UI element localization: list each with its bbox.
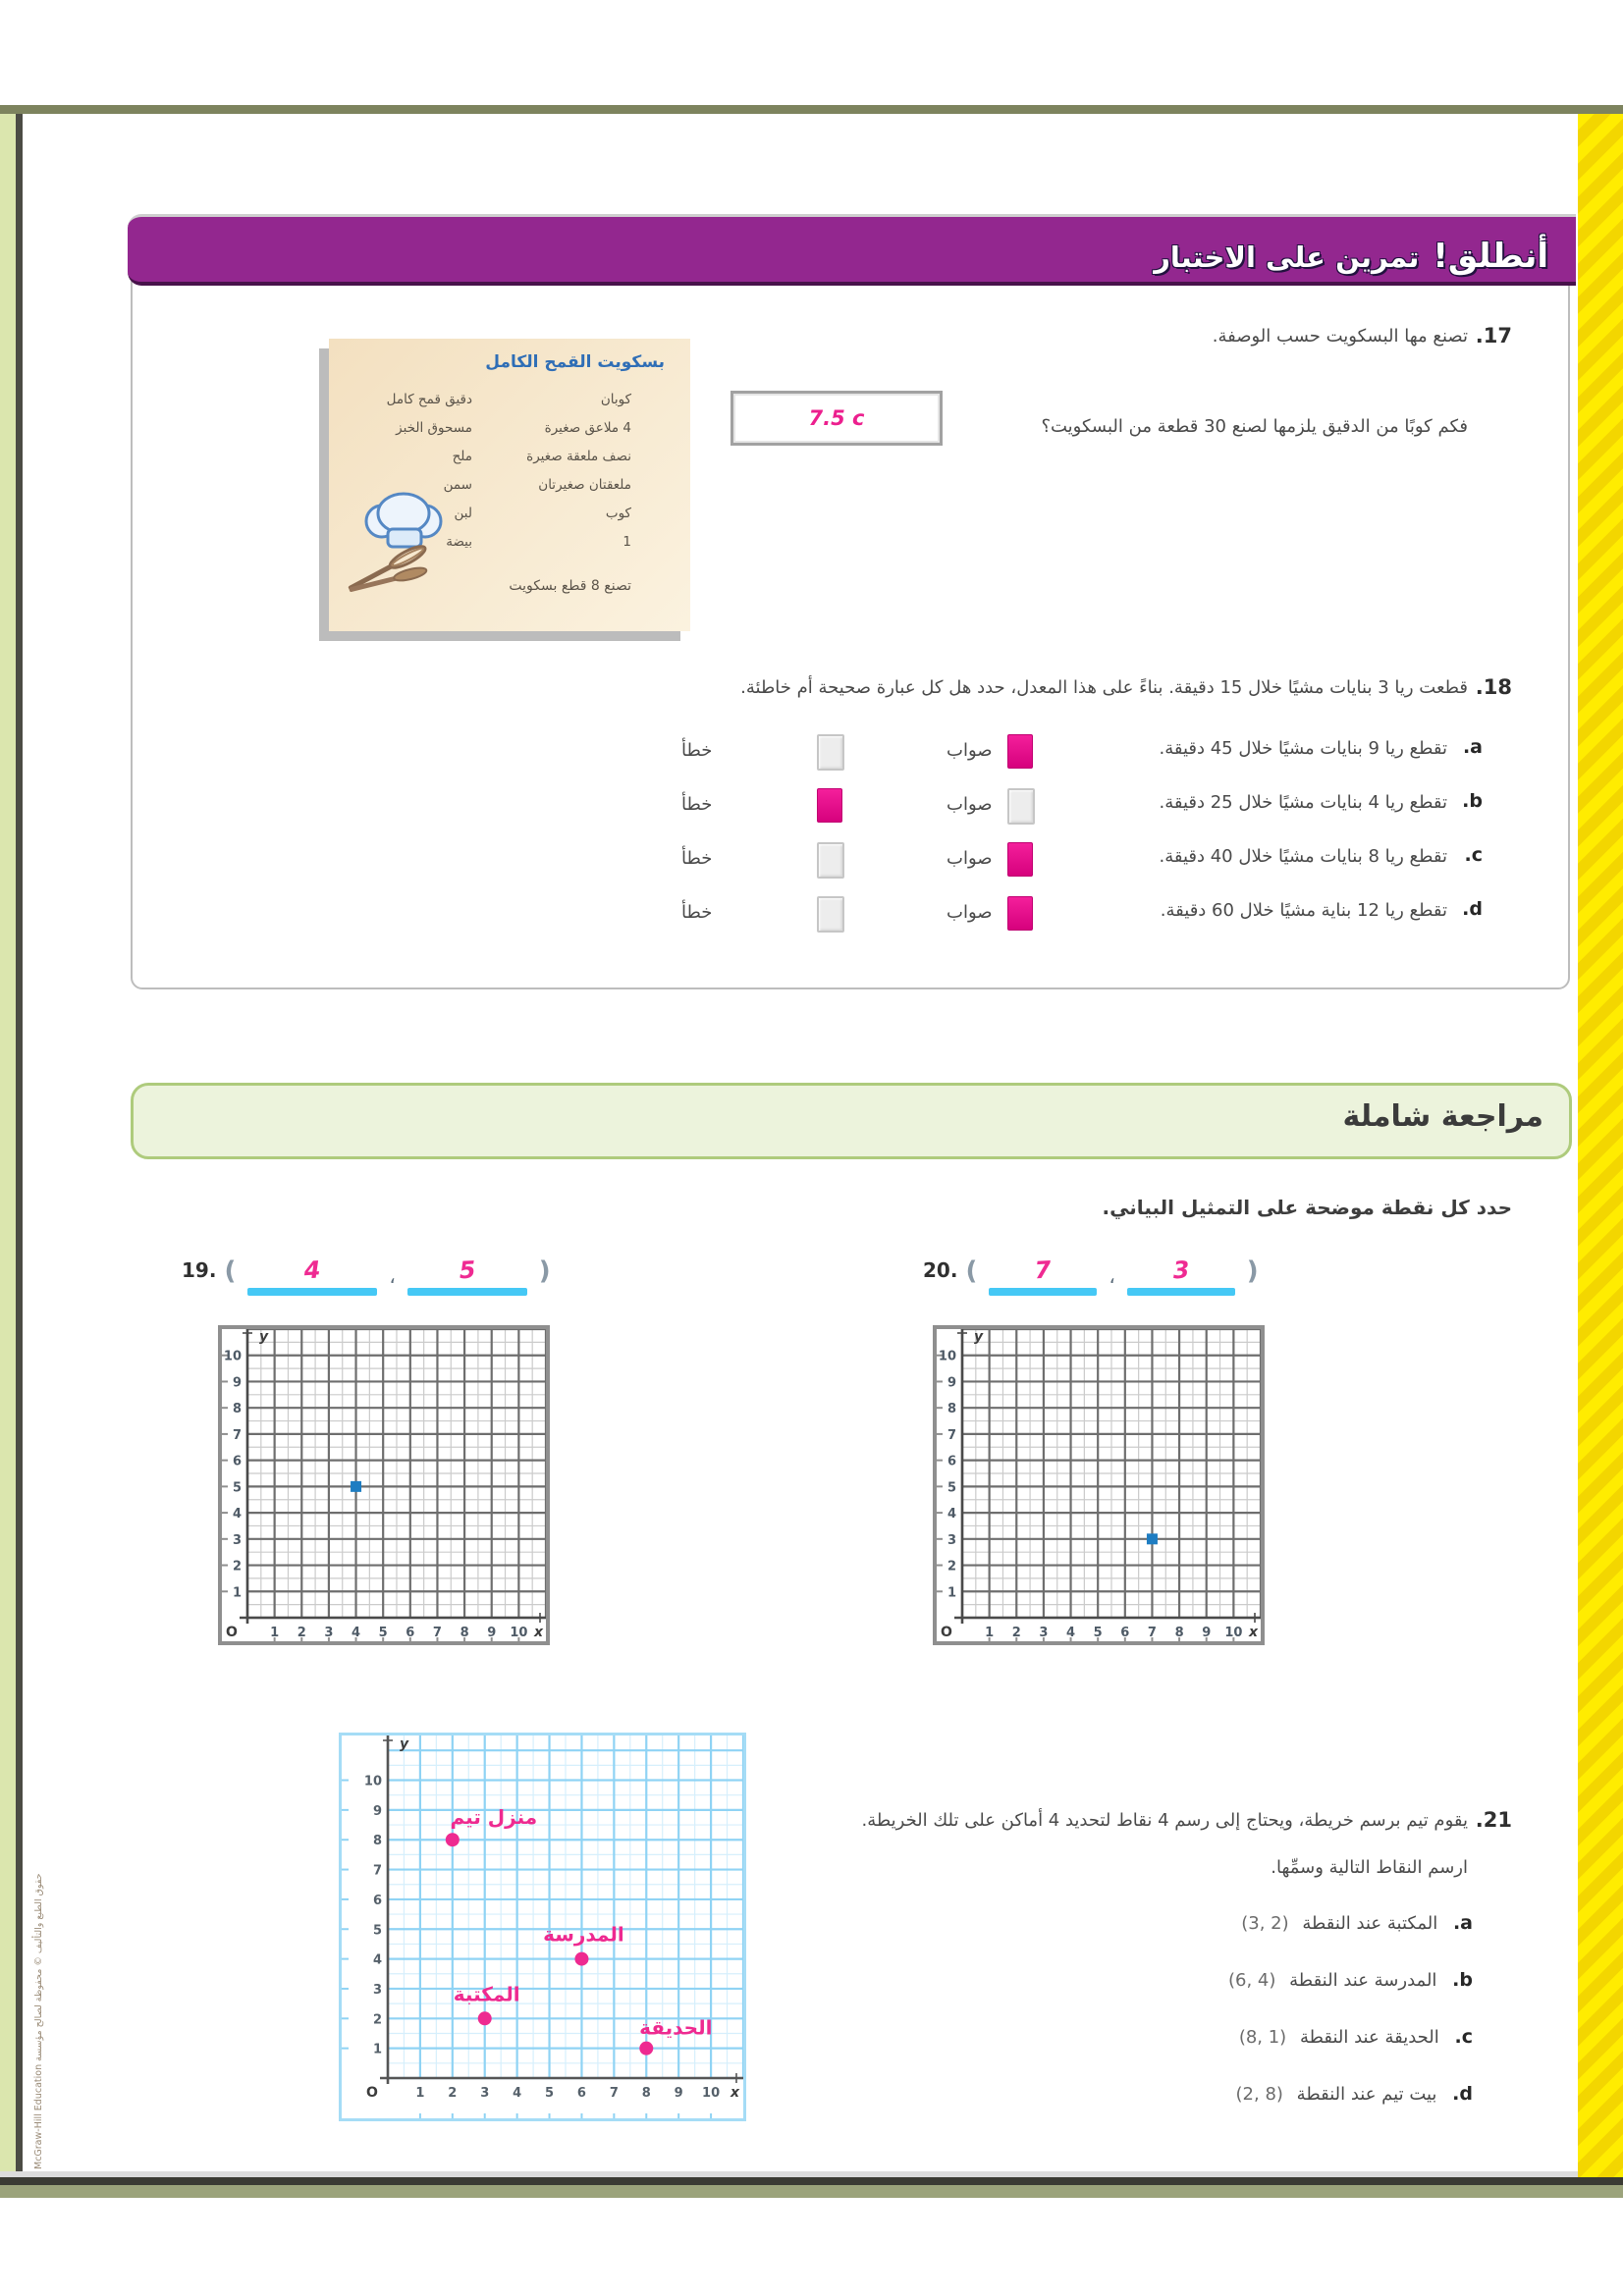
svg-text:9: 9 (372, 1803, 382, 1819)
open-paren: ( (224, 1256, 237, 1286)
true-checkbox[interactable] (1007, 896, 1033, 931)
false-label: خطأ (681, 740, 713, 761)
svg-text:5: 5 (372, 1923, 382, 1939)
true-label: صواب (947, 902, 993, 923)
svg-text:8: 8 (1174, 1626, 1184, 1640)
svg-text:O: O (941, 1625, 952, 1640)
answer-blank-line (247, 1288, 377, 1296)
svg-text:8: 8 (641, 2086, 651, 2101)
q18-option-c (668, 840, 1485, 885)
svg-text:3: 3 (1039, 1626, 1049, 1640)
test-practice-banner (128, 214, 1576, 286)
q20-y-blank[interactable] (1123, 1256, 1239, 1298)
q21-option-b (1228, 1969, 1473, 1991)
true-label: صواب (947, 740, 993, 761)
option-letter: a. (1462, 736, 1483, 758)
svg-text:9: 9 (232, 1375, 242, 1391)
false-checkbox[interactable] (817, 896, 844, 933)
banner-lead-text: أنطلق! (1433, 237, 1548, 276)
grid-19 (218, 1325, 550, 1645)
option-statement: تقطع ريا 9 بنايات مشيًا خلال 45 دقيقة. (1159, 738, 1447, 759)
false-label: خطأ (681, 848, 713, 869)
recipe-yield: تصنع 8 قطع بسكويت (509, 578, 631, 594)
answer-blank-line (407, 1288, 527, 1296)
q20-x-answer: 7 (1034, 1255, 1053, 1285)
option-statement: تقطع ريا 4 بنايات مشيًا خلال 25 دقيقة. (1159, 792, 1447, 813)
answer-blank-line (1127, 1288, 1235, 1296)
option-coords: (3, 2) (1241, 1913, 1289, 1934)
svg-text:منزل تيم: منزل تيم (450, 1805, 538, 1830)
recipe-card (329, 339, 690, 631)
true-label: صواب (947, 848, 993, 869)
q19-x-blank[interactable] (243, 1256, 381, 1298)
option-text: بيت تيم عند النقطة (1296, 2084, 1437, 2105)
svg-text:O: O (226, 1625, 238, 1640)
svg-text:3: 3 (324, 1626, 334, 1640)
banner-rest-text: تمرين على الاختبار (1154, 240, 1420, 274)
q18-option-b (668, 786, 1485, 831)
svg-text:10: 10 (1224, 1626, 1243, 1640)
close-paren: ) (538, 1256, 551, 1286)
svg-text:8: 8 (460, 1626, 469, 1640)
svg-text:2: 2 (297, 1626, 306, 1640)
left-green-strip (0, 114, 16, 2185)
q19-answer-line (182, 1256, 551, 1298)
option-coords: (8, 1) (1238, 2027, 1287, 2048)
svg-text:1: 1 (372, 2042, 382, 2057)
recipe-row (335, 386, 631, 414)
svg-text:7: 7 (609, 2086, 619, 2101)
recipe-item: ملح (452, 449, 472, 464)
answer-blank-line (989, 1288, 1097, 1296)
true-label: صواب (947, 794, 993, 815)
svg-text:9: 9 (674, 2086, 683, 2101)
q17-number: 17. (1475, 324, 1512, 347)
comma: ، (1109, 1264, 1115, 1288)
svg-text:4: 4 (232, 1507, 242, 1522)
q18-option-d (668, 894, 1485, 939)
svg-text:2: 2 (1011, 1626, 1021, 1640)
q17-answer-box[interactable] (730, 391, 943, 446)
svg-text:5: 5 (378, 1626, 388, 1640)
true-checkbox[interactable] (1007, 734, 1033, 769)
recipe-row (335, 414, 631, 443)
svg-text:4: 4 (1066, 1626, 1076, 1640)
svg-text:2: 2 (372, 2012, 382, 2028)
q19-y-answer: 5 (458, 1255, 476, 1285)
svg-text:x: x (533, 1625, 543, 1640)
svg-text:9: 9 (1202, 1626, 1212, 1640)
svg-text:10: 10 (363, 1774, 382, 1789)
q18-option-a (668, 732, 1485, 777)
recipe-qty: ملعقتان صغيرتان (538, 477, 631, 493)
recipe-item: لبن (454, 506, 472, 521)
option-letter: c. (1454, 2026, 1473, 2048)
recipe-qty: كوبان (600, 392, 631, 407)
option-letter: b. (1452, 1969, 1473, 1991)
svg-text:3: 3 (480, 2086, 490, 2101)
svg-text:5: 5 (1093, 1626, 1103, 1640)
true-checkbox[interactable] (1007, 788, 1035, 825)
q20-number: 20. (923, 1258, 958, 1282)
option-letter: a. (1452, 1912, 1473, 1934)
svg-text:8: 8 (372, 1834, 382, 1849)
q18-text: قطعت ريا 3 بنايات مشيًا خلال 15 دقيقة. بناءً على هذا المعدل، حدد هل كل عبارة صحيحة أم خاطئة. (740, 677, 1468, 698)
svg-text:6: 6 (372, 1893, 382, 1908)
option-letter: b. (1462, 790, 1483, 812)
svg-text:1: 1 (232, 1585, 242, 1601)
bottom-dark-bar (0, 2177, 1623, 2185)
svg-text:الحديقة: الحديقة (639, 2015, 713, 2040)
svg-text:6: 6 (232, 1454, 242, 1469)
recipe-row (335, 443, 631, 471)
svg-text:4: 4 (352, 1626, 361, 1640)
svg-text:1: 1 (415, 2086, 425, 2101)
svg-text:3: 3 (372, 1982, 382, 1998)
option-letter: c. (1464, 844, 1483, 866)
q21-option-d (1236, 2083, 1473, 2105)
svg-text:10: 10 (510, 1626, 528, 1640)
svg-text:7: 7 (232, 1427, 242, 1443)
left-dark-line (16, 114, 23, 2175)
svg-text:y: y (400, 1736, 409, 1752)
option-text: المكتبة عند النقطة (1302, 1913, 1438, 1934)
svg-text:2: 2 (448, 2086, 458, 2101)
chef-hat-icon (343, 480, 460, 598)
svg-text:2: 2 (947, 1559, 956, 1575)
svg-text:10: 10 (223, 1349, 242, 1364)
option-text: المدرسة عند النقطة (1289, 1970, 1437, 1991)
recipe-item: مسحوق الخبز (396, 420, 472, 436)
recipe-item: بيضة (446, 534, 472, 550)
svg-text:8: 8 (947, 1402, 956, 1417)
yellow-edge-band (1578, 114, 1623, 2177)
q17-text: تصنع مها البسكويت حسب الوصفة. (1212, 326, 1468, 347)
recipe-title: بسكويت القمح الكامل (485, 352, 665, 372)
open-paren: ( (965, 1256, 978, 1286)
option-statement: تقطع ريا 8 بنايات مشيًا خلال 40 دقيقة. (1159, 846, 1447, 867)
comma: ، (389, 1264, 396, 1288)
q19-number: 19. (182, 1258, 217, 1282)
svg-text:9: 9 (487, 1626, 497, 1640)
q20-answer-line (923, 1256, 1259, 1298)
close-paren: ) (1246, 1256, 1259, 1286)
svg-text:x: x (730, 2085, 739, 2101)
q21-option-a (1241, 1912, 1473, 1934)
svg-text:7: 7 (1147, 1626, 1157, 1640)
review-instruction: حدد كل نقطة موضحة على التمثيل البياني. (1102, 1196, 1512, 1219)
option-text: الحديقة عند النقطة (1299, 2027, 1439, 2048)
svg-text:10: 10 (938, 1349, 956, 1364)
q18-number: 18. (1475, 675, 1512, 699)
q20-x-blank[interactable] (985, 1256, 1101, 1298)
svg-text:1: 1 (985, 1626, 995, 1640)
top-olive-bar (0, 105, 1623, 114)
option-letter: d. (1452, 2083, 1473, 2105)
svg-text:المدرسة: المدرسة (543, 1922, 624, 1947)
svg-text:5: 5 (947, 1480, 956, 1496)
svg-text:6: 6 (406, 1626, 415, 1640)
svg-text:x: x (1248, 1625, 1258, 1640)
option-letter: d. (1462, 898, 1483, 920)
q19-y-blank[interactable] (404, 1256, 531, 1298)
svg-text:8: 8 (232, 1402, 242, 1417)
svg-text:5: 5 (545, 2086, 555, 2101)
svg-text:7: 7 (947, 1427, 956, 1443)
svg-text:5: 5 (232, 1480, 242, 1496)
false-checkbox[interactable] (817, 842, 844, 879)
svg-text:2: 2 (232, 1559, 242, 1575)
svg-text:6: 6 (947, 1454, 956, 1469)
recipe-qty: كوب (605, 506, 631, 521)
recipe-qty: نصف ملعقة صغيرة (526, 449, 631, 464)
true-checkbox[interactable] (1007, 842, 1033, 877)
svg-text:4: 4 (947, 1507, 956, 1522)
svg-text:4: 4 (513, 2086, 522, 2101)
bottom-olive-bar (0, 2185, 1623, 2198)
option-coords: (6, 4) (1228, 1970, 1276, 1991)
svg-text:O: O (366, 2085, 378, 2101)
q19-x-answer: 4 (303, 1255, 322, 1285)
svg-text:4: 4 (372, 1952, 382, 1968)
recipe-qty: 4 ملاعق صغيرة (544, 420, 631, 436)
svg-text:6: 6 (1120, 1626, 1130, 1640)
false-checkbox[interactable] (817, 734, 844, 771)
recipe-qty: 1 (622, 534, 631, 550)
q21-text-line1: يقوم تيم برسم خريطة، ويحتاج إلى رسم 4 نقاط لتحديد 4 أماكن على تلك الخريطة. (861, 1810, 1468, 1831)
svg-text:y: y (974, 1329, 984, 1345)
svg-text:9: 9 (947, 1375, 956, 1391)
svg-text:3: 3 (232, 1532, 242, 1548)
q21-text-line2: ارسم النقاط التالية وسمِّها. (1271, 1857, 1468, 1878)
svg-text:y: y (259, 1329, 269, 1345)
svg-text:المكتبة: المكتبة (453, 1982, 520, 2006)
svg-text:3: 3 (947, 1532, 956, 1548)
recipe-item: سمن (443, 477, 472, 493)
banner-title (1154, 237, 1548, 276)
review-banner (131, 1083, 1572, 1159)
false-label: خطأ (681, 902, 713, 923)
option-statement: تقطع ريا 12 بناية مشيًا خلال 60 دقيقة. (1160, 900, 1447, 921)
q21-number: 21. (1475, 1808, 1512, 1832)
svg-text:10: 10 (702, 2086, 721, 2101)
grid-20 (933, 1325, 1265, 1645)
recipe-item: دقيق قمح كامل (386, 392, 472, 407)
false-checkbox[interactable] (817, 788, 842, 823)
q21-option-c (1239, 2026, 1473, 2048)
copyright-sidebar: حقوق الطبع والتأليف © محفوظة لصالح مؤسسة McGraw-Hill Education (33, 1873, 44, 2169)
svg-text:1: 1 (947, 1585, 956, 1601)
svg-text:6: 6 (576, 2086, 586, 2101)
q20-y-answer: 3 (1171, 1255, 1190, 1285)
svg-text:1: 1 (270, 1626, 280, 1640)
svg-text:7: 7 (372, 1863, 382, 1879)
q17-answer-value: 7.5 c (808, 406, 865, 430)
option-coords: (2, 8) (1235, 2084, 1283, 2105)
q17-question: فكم كوبًا من الدقيق يلزمها لصنع 30 قطعة من البسكويت؟ (1041, 416, 1468, 437)
review-title: مراجعة شاملة (1342, 1099, 1543, 1134)
false-label: خطأ (681, 794, 713, 815)
svg-text:7: 7 (432, 1626, 442, 1640)
grid-21 (339, 1733, 746, 2121)
